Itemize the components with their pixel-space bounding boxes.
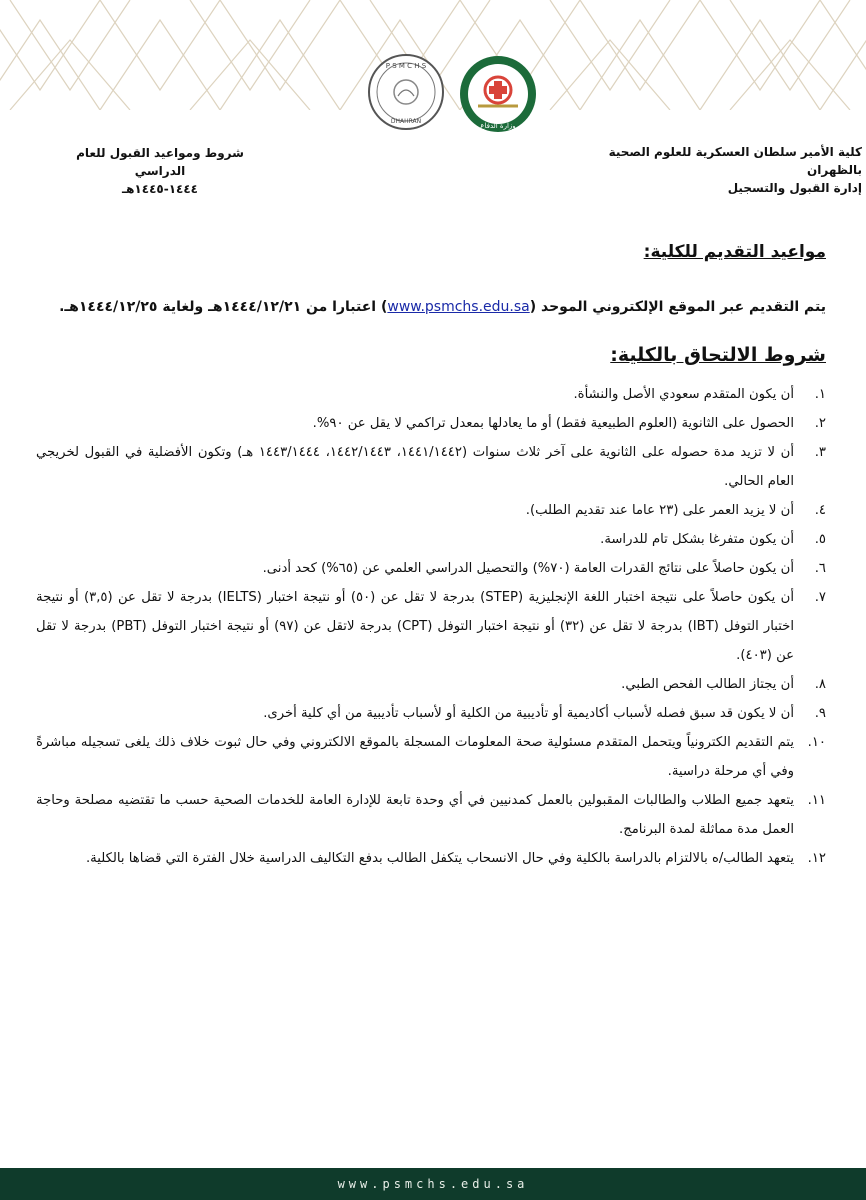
psmchs-seal-logo [369, 55, 443, 129]
list-item [36, 409, 826, 438]
application-dates-text [36, 296, 826, 318]
item-number: ٧. [814, 590, 826, 605]
item-number: ١٠. [807, 735, 826, 750]
item-text: أن لا تزيد مدة حصوله على الثانوية على آخر ثلاث سنوات (١٤٤١/١٤٤٢، ١٤٤٢/١٤٤٣، ١٤٤٣/١٤٤٤ هـ) وتكون الأفضلية في القبول لخريجي العام الحالي. [36, 445, 795, 489]
list-item [36, 786, 826, 844]
department-name: إدارة القبول والتسجيل [727, 181, 862, 195]
svg-text:وزارة الدفاع: وزارة الدفاع [480, 122, 516, 130]
item-number: ٦. [814, 561, 826, 576]
item-number: ٩. [814, 706, 826, 721]
list-item [36, 699, 826, 728]
svg-text:P S M C H S: P S M C H S [385, 62, 427, 70]
main-content [36, 232, 826, 873]
item-number: ٨. [814, 677, 826, 692]
item-text: يتعهد جميع الطلاب والطالبات المقبولين بالعمل كمدنيين في أي وحدة تابعة للإدارة العامة للخدمات الصحية حسب ما تقتضيه مصلحة وحاجة العمل مدة مماثلة لمدة البرنامج. [36, 793, 794, 837]
college-header [582, 143, 862, 197]
item-text: الحصول على الثانوية (العلوم الطبيعية فقط) أو ما يعادلها بمعدل تراكمي لا يقل عن ٩٠%. [312, 416, 794, 431]
academic-year: ١٤٤٤-١٤٤٥هـ [122, 182, 198, 196]
intro-text-after: ) اعتبارا من ١٤٤٤/١٢/٢١هـ ولغاية ١٤٤٤/١٢/٢٥هـ. [59, 299, 388, 315]
footer-website-link[interactable]: www.psmchs.edu.sa [337, 1177, 529, 1191]
list-item [36, 380, 826, 409]
item-text: أن يكون متفرغا بشكل تام للدراسة. [600, 532, 794, 547]
item-number: ٥. [814, 532, 826, 547]
section-title-admission-conditions: شروط الالتحاق بالكلية: [610, 344, 826, 366]
item-text: يتعهد الطالب/ه بالالتزام بالدراسة بالكلية وفي حال الانسحاب يتكفل الطالب بدفع التكاليف الدراسية خلال الفترة التي قضاها بالكلية. [85, 851, 794, 866]
item-text: يتم التقديم الكترونياً ويتحمل المتقدم مسئولية صحة المعلومات المسجلة بالموقع الالكتروني وفي حال ثبوت خلاف ذلك يلغى تسجيله مباشرةً وفي أي مرحلة دراسية. [36, 735, 794, 779]
college-name: كلية الأمير سلطان العسكرية للعلوم الصحية بالظهران [608, 145, 862, 177]
footer-bar [0, 1168, 866, 1200]
list-item [36, 844, 826, 873]
ministry-defense-logo [460, 56, 536, 132]
list-item [36, 525, 826, 554]
item-text: أن لا يكون قد سبق فصله لأسباب أكاديمية أو تأديبية من الكلية أو لأسباب تأديبية من أي كلية أخرى. [263, 706, 794, 721]
item-text: أن يكون حاصلاً على نتائج القدرات العامة (٧٠%) والتحصيل الدراسي العلمي عن (٦٥%) كحد أدنى. [262, 561, 794, 576]
item-text: أن يكون حاصلاً على نتيجة اختبار اللغة الإنجليزية (STEP) بدرجة لا تقل عن (٥٠) أو نتيجة اختبار (IELTS) بدرجة لا تقل عن (٣,٥) أو نتيجة اختبار التوفل (IBT) بدرجة لا تقل عن (٣٢) أو نتيجة اختبار التوفل (CPT) بدرجة لاتقل عن (٩٧) أو نتيجة اختبار التوفل (PBT) بدرجة لا تقل عن (٤٠٣). [36, 590, 794, 663]
list-item [36, 670, 826, 699]
college-logos [368, 44, 540, 140]
svg-text:DHAHRAN: DHAHRAN [390, 118, 422, 125]
conditions-list [36, 380, 826, 873]
item-number: ٢. [814, 416, 826, 431]
item-number: ٣. [814, 445, 826, 460]
item-number: ١١. [807, 793, 826, 808]
item-text: أن لا يزيد العمر على (٢٣ عاما عند تقديم الطلب). [525, 503, 794, 518]
item-number: ١. [814, 387, 826, 402]
item-number: ١٢. [807, 851, 826, 866]
item-number: ٤. [814, 503, 826, 518]
item-text: أن يجتاز الطالب الفحص الطبي. [621, 677, 794, 692]
website-link[interactable]: www.psmchs.edu.sa [387, 299, 530, 315]
document-title-block [50, 144, 270, 198]
list-item [36, 728, 826, 786]
list-item [36, 438, 826, 496]
item-text: أن يكون المتقدم سعودي الأصل والنشأة. [573, 387, 794, 402]
list-item [36, 583, 826, 670]
list-item [36, 554, 826, 583]
intro-text-before: يتم التقديم عبر الموقع الإلكتروني الموحد ( [529, 299, 826, 315]
section-title-application-dates: مواعيد التقديم للكلية: [643, 242, 826, 262]
list-item [36, 496, 826, 525]
document-title: شروط ومواعيد القبول للعام الدراسي [76, 146, 244, 178]
